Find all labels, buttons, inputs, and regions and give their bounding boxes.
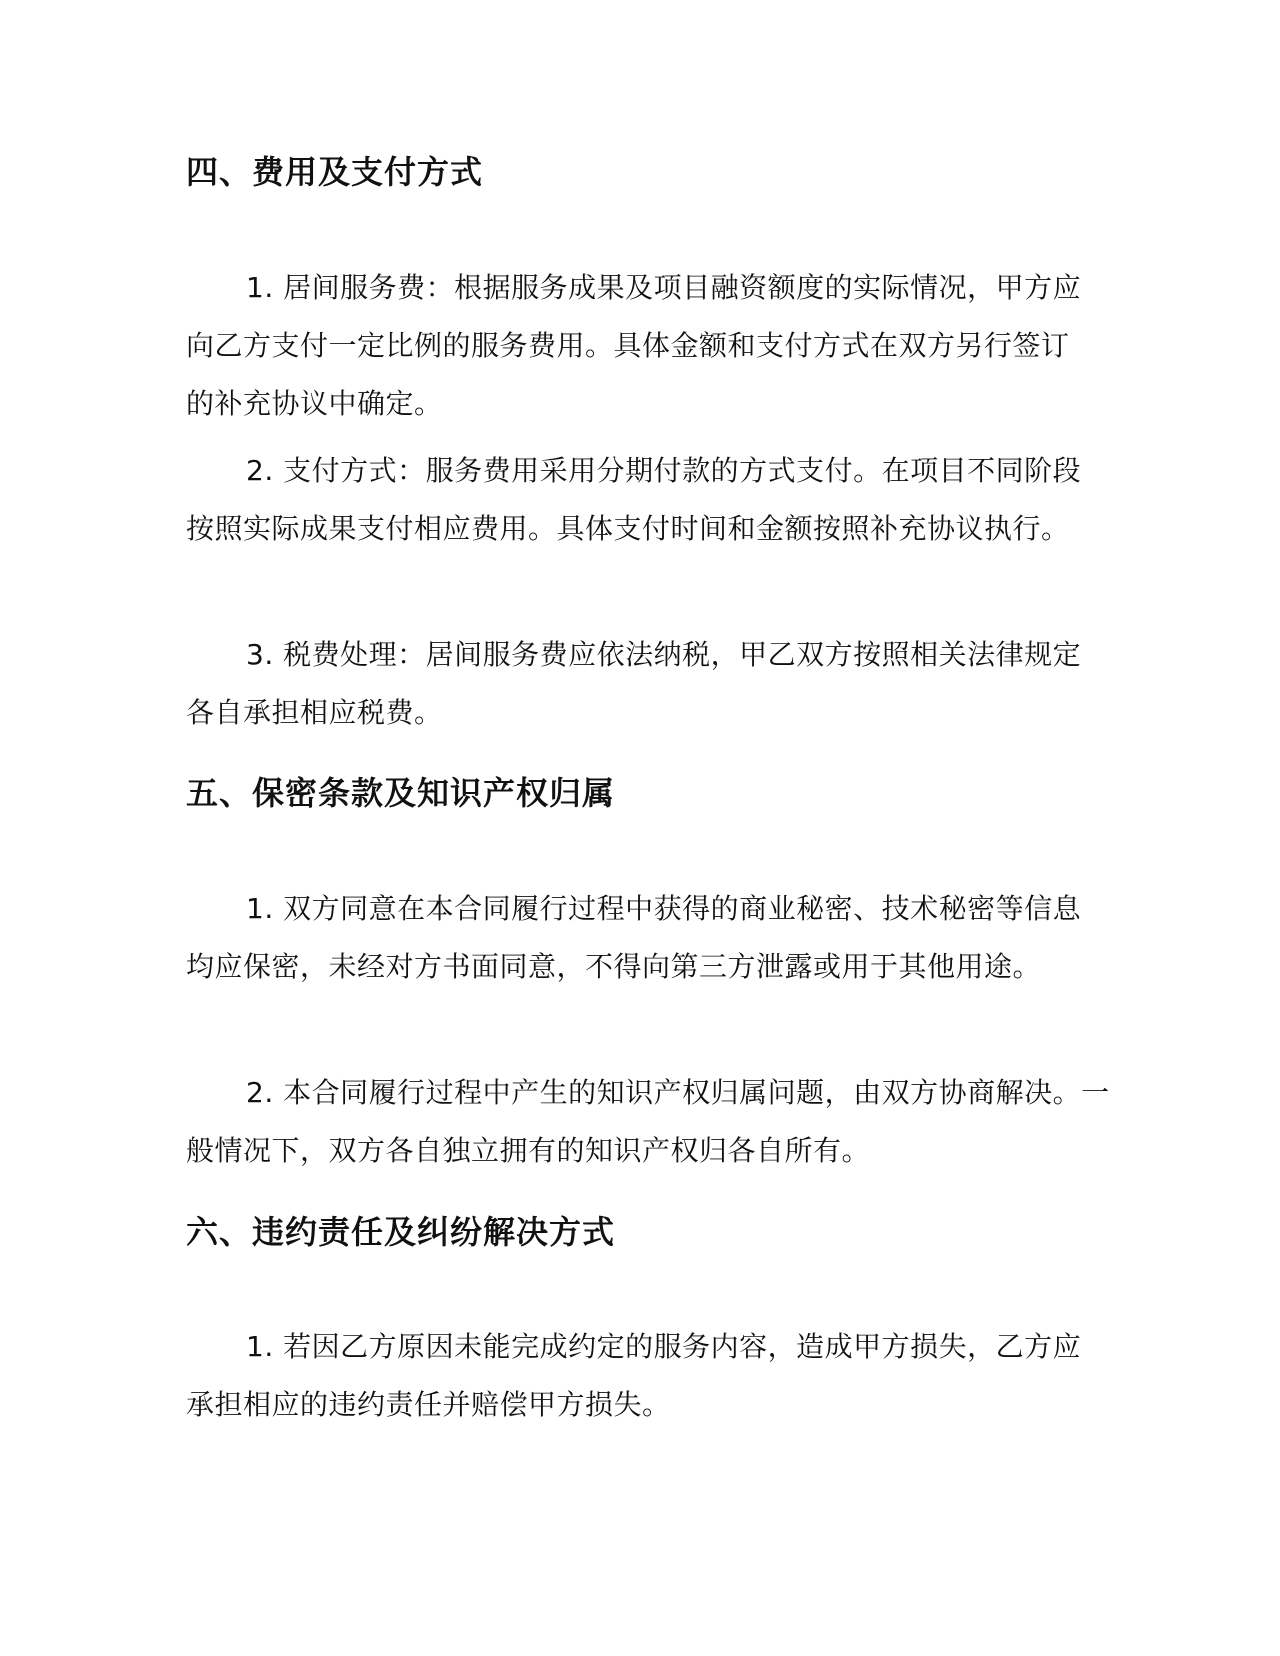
section-heading-fees: 四、费用及支付方式 [186,153,484,191]
paragraph-service-fee: 1. 居间服务费：根据服务成果及项目融资额度的实际情况，甲方应向乙方支付一定比例的服务费用。具体金额和支付方式在双方另行签订的补充协议中确定。 [186,271,1082,420]
section-heading-liability: 六、违约责任及纠纷解决方式 [186,1213,616,1251]
paragraph-breach-liability: 1. 若因乙方原因未能完成约定的服务内容，造成甲方损失，乙方应承担相应的违约责任并赔偿甲方损失。 [186,1330,1082,1421]
paragraph-ip-ownership: 2. 本合同履行过程中产生的知识产权归属问题，由双方协商解决。一般情况下，双方各自独立拥有的知识产权归各自所有。 [186,1076,1110,1167]
section-heading-confidentiality: 五、保密条款及知识产权归属 [186,774,616,812]
paragraph-tax-handling: 3. 税费处理：居间服务费应依法纳税，甲乙双方按照相关法律规定各自承担相应税费。 [186,638,1082,729]
paragraph-payment-method: 2. 支付方式：服务费用采用分期付款的方式支付。在项目不同阶段按照实际成果支付相应费用。具体支付时间和金额按照补充协议执行。 [186,454,1082,545]
paragraph-confidentiality: 1. 双方同意在本合同履行过程中获得的商业秘密、技术秘密等信息均应保密，未经对方书面同意，不得向第三方泄露或用于其他用途。 [186,892,1082,983]
